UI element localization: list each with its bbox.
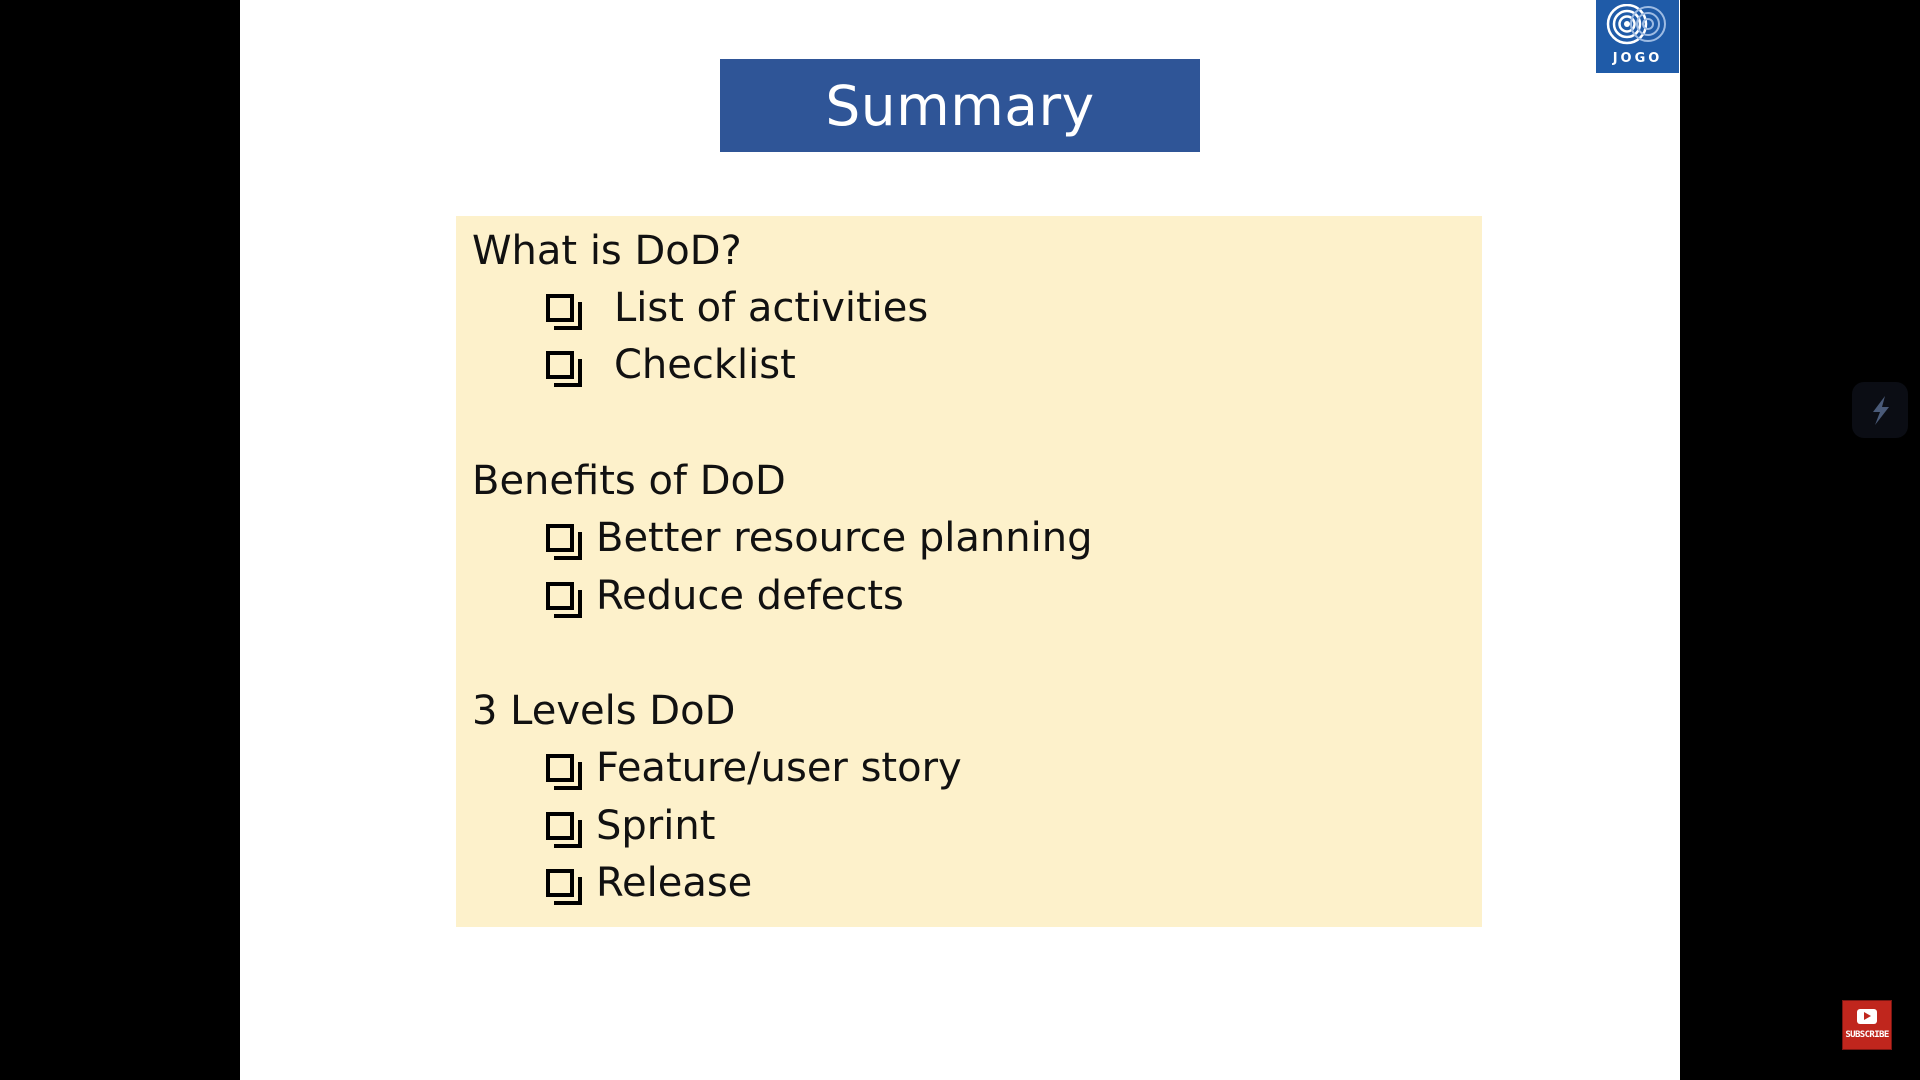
section-heading: What is DoD?	[472, 228, 742, 274]
checkbox-bullet-icon	[546, 812, 574, 840]
jogo-logo	[1596, 0, 1679, 73]
list-item-label: Better resource planning	[596, 515, 1093, 561]
logo-text: JOGO	[1612, 51, 1663, 66]
list-item	[546, 745, 962, 791]
list-item	[546, 342, 796, 388]
list-item-label: List of activities	[614, 285, 929, 331]
slide-title-text: Summary	[825, 73, 1095, 138]
subscribe-button[interactable]	[1842, 1000, 1892, 1050]
section-heading: 3 Levels DoD	[472, 688, 736, 734]
checkbox-bullet-icon	[546, 869, 574, 897]
list-item	[546, 573, 904, 619]
subscribe-label: SUBSCRIBE	[1845, 1030, 1889, 1040]
list-item	[546, 803, 715, 849]
list-item-label: Feature/user story	[596, 745, 962, 791]
presentation-slide	[240, 0, 1680, 1080]
checkbox-bullet-icon	[546, 582, 574, 610]
list-item-label: Sprint	[596, 803, 716, 849]
checkbox-bullet-icon	[546, 294, 574, 322]
checkbox-bullet-icon	[546, 754, 574, 782]
list-item-label: Release	[596, 860, 753, 906]
checkbox-bullet-icon	[546, 351, 574, 379]
summary-content-box	[456, 216, 1482, 927]
section-heading: Benefits of DoD	[472, 458, 786, 504]
list-item-label: Checklist	[614, 342, 796, 388]
list-item-label: Reduce defects	[596, 573, 904, 619]
slide-title	[720, 59, 1200, 152]
checkbox-bullet-icon	[546, 524, 574, 552]
play-icon	[1857, 1009, 1877, 1024]
lightning-icon	[1852, 382, 1908, 438]
list-item	[546, 515, 1092, 561]
list-item	[546, 860, 752, 906]
list-item	[546, 285, 928, 331]
side-tool-button[interactable]	[1852, 382, 1908, 438]
concentric-circles-icon	[1604, 4, 1672, 48]
